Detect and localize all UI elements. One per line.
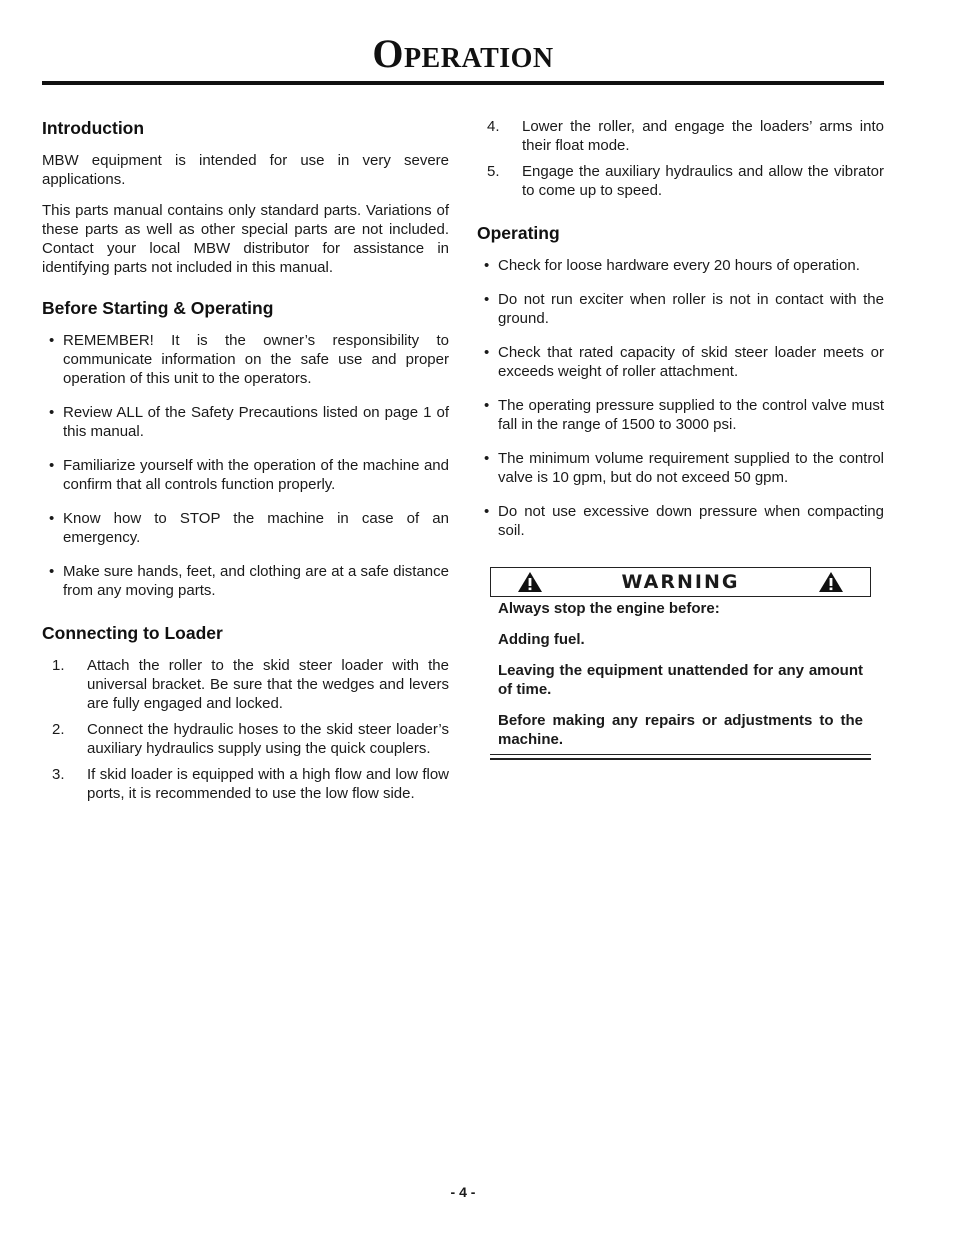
bullet-icon: •: [484, 503, 490, 520]
warning-label: WARNING: [621, 571, 740, 593]
before-starting-list: [42, 331, 449, 600]
connecting-steps: [42, 656, 449, 803]
operating-heading: Operating: [477, 223, 560, 243]
step-item: 3. If skid loader is equipped with a high flow and low flow ports, it is recommended to use the low flow side.: [52, 766, 449, 802]
list-item: • Do not run exciter when roller is not in contact with the ground.: [484, 291, 884, 327]
warning-triangle-icon: [818, 571, 844, 593]
list-item: • Familiarize yourself with the operation of the machine and confirm that all controls function properly.: [49, 457, 449, 493]
bullet-icon: •: [49, 332, 55, 349]
connecting-heading: Connecting to Loader: [42, 623, 223, 643]
step-item: 4. Lower the roller, and engage the loaders’ arms into their float mode.: [487, 118, 884, 154]
bullet-icon: •: [484, 397, 490, 414]
left-column: [42, 117, 449, 825]
introduction-heading: Introduction: [42, 118, 145, 138]
introduction-paragraph-1: MBW equipment is intended for use in very severe applications.: [42, 152, 449, 188]
list-item: • The minimum volume requirement supplied to the control valve is 10 gpm, but do not exceed 50 gpm.: [484, 450, 884, 486]
warning-body: [498, 599, 863, 761]
bullet-icon: •: [484, 291, 490, 308]
list-item: • Check for loose hardware every 20 hours of operation.: [484, 257, 860, 274]
list-item: • Know how to STOP the machine in case of an emergency.: [49, 510, 449, 546]
bullet-icon: •: [484, 257, 490, 274]
warning-line: Adding fuel.: [498, 631, 585, 648]
step-item: 5. Engage the auxiliary hydraulics and allow the vibrator to come up to speed.: [487, 163, 884, 199]
bullet-icon: •: [49, 563, 55, 580]
list-item: • The operating pressure supplied to the control valve must fall in the range of 1500 to 3000 psi.: [484, 397, 884, 433]
step-item: 1. Attach the roller to the skid steer loader with the universal bracket. Be sure that the wedges and levers are fully engaged and locked.: [52, 657, 449, 712]
list-item: • Review ALL of the Safety Precautions listed on page 1 of this manual.: [49, 404, 449, 440]
list-item: • REMEMBER! It is the owner’s responsibility to communicate information on the safe use and proper operation of this unit to the operators.: [49, 332, 449, 387]
warning-bottom-rule: [490, 754, 871, 760]
page-number: - 4 -: [450, 1184, 476, 1200]
title-rule: [42, 81, 884, 85]
step-number: 4.: [487, 118, 500, 135]
bullet-icon: •: [49, 457, 55, 474]
step-number: 5.: [487, 163, 500, 180]
before-starting-heading: Before Starting & Operating: [42, 298, 274, 318]
introduction-paragraph-2: This parts manual contains only standard parts. Variations of these parts as well as other special parts are not included. Contact your local MBW distributor for assistance in identifying parts not included in this manual.: [42, 202, 449, 276]
bullet-icon: •: [484, 344, 490, 361]
bullet-icon: •: [49, 404, 55, 421]
list-item: • Check that rated capacity of skid steer loader meets or exceeds weight of roller attachment.: [484, 344, 884, 380]
warning-line: Always stop the engine before:: [498, 600, 720, 617]
step-number: 2.: [52, 721, 65, 738]
warning-header: [490, 567, 871, 597]
list-item: • Do not use excessive down pressure when compacting soil.: [484, 503, 884, 539]
warning-line: Before making any repairs or adjustments to the machine.: [498, 712, 863, 748]
page-title: Operation: [372, 31, 554, 76]
bullet-icon: •: [484, 450, 490, 467]
list-item: • Make sure hands, feet, and clothing are at a safe distance from any moving parts.: [49, 563, 449, 599]
operating-list: [477, 256, 884, 540]
step-item: 2. Connect the hydraulic hoses to the skid steer loader’s auxiliary hydraulics supply using the quick couplers.: [52, 721, 449, 757]
right-column: [477, 117, 884, 562]
connecting-steps-continued: [477, 117, 884, 200]
step-number: 3.: [52, 766, 65, 783]
bullet-icon: •: [49, 510, 55, 527]
step-number: 1.: [52, 657, 65, 674]
warning-line: Leaving the equipment unattended for any amount of time.: [498, 662, 863, 698]
